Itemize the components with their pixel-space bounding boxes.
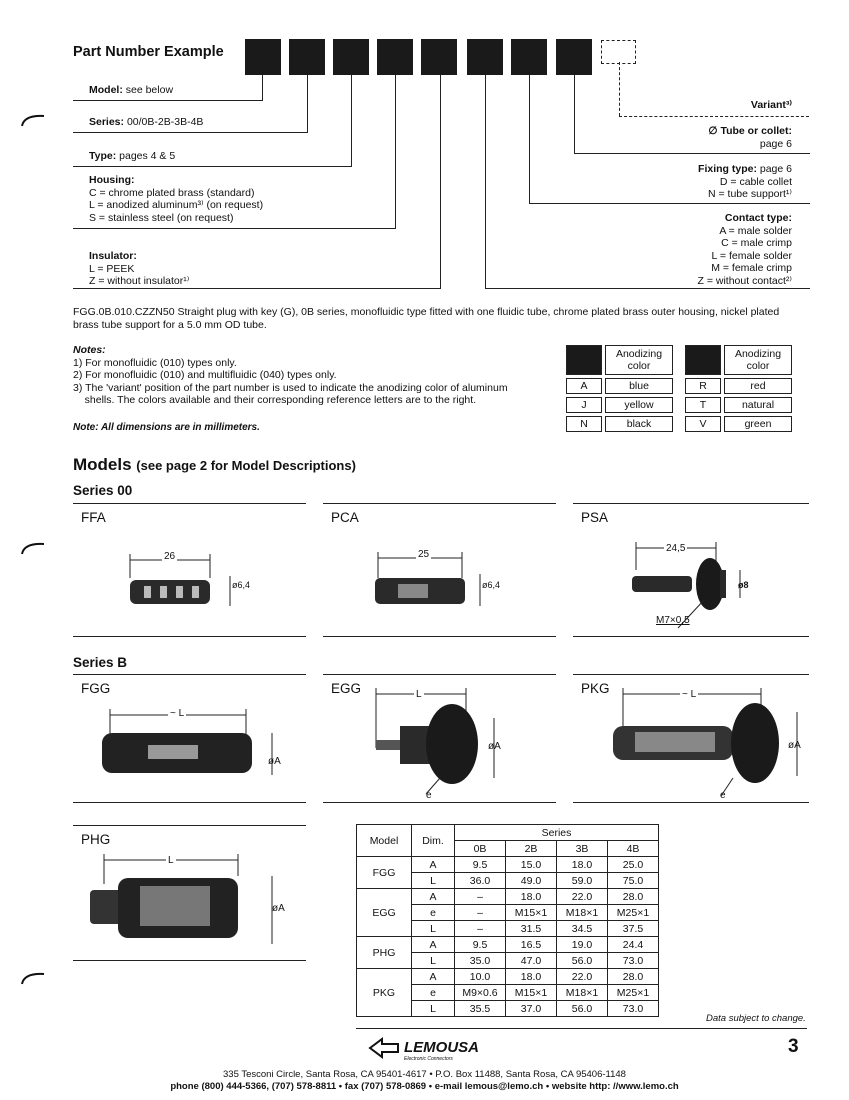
note-item: shells. The colors available and their corresponding reference letters are to the right.	[73, 394, 477, 406]
value-cell: 19.0	[557, 937, 608, 953]
note-item: 1) For monofluidic (010) types only.	[73, 356, 237, 369]
value-cell: 18.0	[557, 857, 608, 873]
fgg-drawing	[100, 705, 290, 795]
lemo-usa-logo	[368, 1035, 518, 1061]
model-pkg: PKG	[581, 681, 610, 696]
pca-diameter: ø6,4	[482, 580, 501, 590]
code-block	[511, 39, 547, 75]
fgg-diameter: øA	[268, 756, 281, 767]
notes	[73, 344, 553, 407]
housing-label: Housing: C = chrome plated brass (standard) L = anodized aluminum³⁾ (on request) S = stainless steel (on request)	[89, 174, 264, 224]
pkg-diameter: øA	[788, 740, 801, 751]
code-cell: V	[685, 416, 721, 432]
dimensions-note: Note: All dimensions are in millimeters.	[73, 422, 260, 433]
dimensions-table	[356, 824, 659, 1017]
margin-mark	[20, 112, 46, 128]
models-heading: Models (see page 2 for Model Descriptions)	[73, 455, 356, 474]
dim-cell: A	[412, 889, 455, 905]
notes-title: Notes:	[73, 344, 106, 356]
phg-length: L	[168, 855, 174, 866]
page-number: 3	[788, 1036, 799, 1057]
code-block	[377, 39, 413, 75]
part-number-title: Part Number Example	[73, 44, 224, 60]
value-cell: –	[455, 905, 506, 921]
value-cell: 9.5	[455, 937, 506, 953]
color-cell: green	[724, 416, 792, 432]
value-cell: 31.5	[506, 921, 557, 937]
code-block	[289, 39, 325, 75]
footer-address: 335 Tesconi Circle, Santa Rosa, CA 95401-4617 • P.O. Box 11488, Santa Rosa, CA 95406-1148	[223, 1069, 626, 1080]
contact-label: Contact type: A = male solder C = male crimp L = female solder M = female crimp Z = without contact²⁾	[697, 212, 792, 287]
code-block	[467, 39, 503, 75]
model-fgg: FGG	[81, 681, 111, 696]
egg-length: L	[416, 689, 422, 700]
model-label: Model: see below	[89, 84, 174, 96]
anodizing-table-right	[682, 342, 795, 435]
pca-length: 25	[418, 549, 430, 560]
ffa-diameter: ø6,4	[232, 580, 251, 590]
variant-label: Variant³⁾	[750, 99, 792, 111]
value-cell: 56.0	[557, 953, 608, 969]
value-cell: M18×1	[557, 985, 608, 1001]
value-cell: 28.0	[608, 889, 659, 905]
anodizing-header: Anodizing color	[605, 345, 673, 375]
header-col: 0B	[455, 841, 506, 857]
header-col: 3B	[557, 841, 608, 857]
anodizing-header: Anodizing color	[724, 345, 792, 375]
color-swatch	[685, 345, 721, 375]
value-cell: M15×1	[506, 905, 557, 921]
note-item: 3) The 'variant' position of the part number is used to indicate the anodizing color of aluminum	[73, 381, 508, 394]
code-block	[421, 39, 457, 75]
value-cell: 73.0	[608, 953, 659, 969]
value-cell: 18.0	[506, 889, 557, 905]
dim-cell: A	[412, 937, 455, 953]
value-cell: 25.0	[608, 857, 659, 873]
value-cell: M18×1	[557, 905, 608, 921]
model-cell: PHG	[357, 937, 412, 969]
fixing-label: Fixing type: page 6 D = cable collet N = tube support¹⁾	[698, 163, 792, 200]
header-series: Series	[455, 825, 659, 841]
value-cell: –	[455, 889, 506, 905]
code-block	[556, 39, 592, 75]
model-cell: PKG	[357, 969, 412, 1017]
footer-contact: phone (800) 444-5366, (707) 578-8811 • fax (707) 578-0869 • e-mail lemous@lemo.ch • website http: //www.lemo.ch	[170, 1081, 679, 1092]
dim-cell: A	[412, 969, 455, 985]
model-psa: PSA	[581, 510, 609, 525]
value-cell: 73.0	[608, 1001, 659, 1017]
model-pca: PCA	[331, 510, 359, 525]
header-col: 2B	[506, 841, 557, 857]
dim-cell: e	[412, 985, 455, 1001]
value-cell: 35.5	[455, 1001, 506, 1017]
table-row	[357, 937, 659, 953]
value-cell: 37.0	[506, 1001, 557, 1017]
value-cell: 9.5	[455, 857, 506, 873]
dim-cell: L	[412, 953, 455, 969]
model-egg: EGG	[331, 681, 362, 696]
series-b-heading: Series B	[73, 655, 128, 670]
series-label: Series: 00/0B-2B-3B-4B	[89, 116, 204, 128]
tube-label: ∅ Tube or collet: page 6	[708, 125, 792, 150]
color-cell: natural	[724, 397, 792, 413]
value-cell: 47.0	[506, 953, 557, 969]
value-cell: 22.0	[557, 889, 608, 905]
color-cell: blue	[605, 378, 673, 394]
value-cell: M9×0.6	[455, 985, 506, 1001]
value-cell: 34.5	[557, 921, 608, 937]
header-dim: Dim.	[412, 825, 455, 857]
code-block	[333, 39, 369, 75]
dim-cell: L	[412, 921, 455, 937]
color-cell: yellow	[605, 397, 673, 413]
color-swatch	[566, 345, 602, 375]
value-cell: –	[455, 921, 506, 937]
svg-text:LEMOUSA: LEMOUSA	[404, 1039, 479, 1056]
dim-cell: L	[412, 873, 455, 889]
code-cell: T	[685, 397, 721, 413]
value-cell: 28.0	[608, 969, 659, 985]
value-cell: 15.0	[506, 857, 557, 873]
pkg-length: ~ L	[682, 689, 697, 700]
value-cell: M25×1	[608, 985, 659, 1001]
psa-diameter: ø8	[738, 580, 749, 590]
table-row	[357, 857, 659, 873]
model-ffa: FFA	[81, 510, 106, 525]
model-cell: FGG	[357, 857, 412, 889]
code-cell: R	[685, 378, 721, 394]
margin-mark	[20, 540, 46, 556]
table-row	[357, 889, 659, 905]
svg-text:Electronic Connectors: Electronic Connectors	[404, 1056, 453, 1061]
code-cell: N	[566, 416, 602, 432]
header-col: 4B	[608, 841, 659, 857]
model-phg: PHG	[81, 832, 111, 847]
insulator-label: Insulator: L = PEEK Z = without insulator¹⁾	[89, 250, 190, 287]
fgg-length: ~ L	[170, 708, 185, 719]
value-cell: 24.4	[608, 937, 659, 953]
model-cell: EGG	[357, 889, 412, 937]
anodizing-table-left	[563, 342, 676, 435]
egg-diameter: øA	[488, 741, 501, 752]
example-description: FGG.0B.010.CZZN50 Straight plug with key (G), 0B series, monofluidic type fitted with one fluidic tube, chrome plated brass outer housing, nickel plated brass tube support for a 5.0 mm OD tube.	[73, 306, 780, 331]
header-model: Model	[357, 825, 412, 857]
pkg-e: e	[720, 790, 726, 801]
color-cell: black	[605, 416, 673, 432]
code-cell: J	[566, 397, 602, 413]
note-item: 2) For monofluidic (010) and multifluidic (040) types only.	[73, 369, 337, 381]
psa-thread: M7×0,5	[656, 615, 690, 626]
type-label: Type: pages 4 & 5	[89, 150, 176, 162]
value-cell: 10.0	[455, 969, 506, 985]
dim-cell: e	[412, 905, 455, 921]
value-cell: 59.0	[557, 873, 608, 889]
variant-block	[601, 40, 636, 64]
phg-diameter: øA	[272, 903, 285, 914]
value-cell: M15×1	[506, 985, 557, 1001]
value-cell: 37.5	[608, 921, 659, 937]
value-cell: 75.0	[608, 873, 659, 889]
value-cell: 18.0	[506, 969, 557, 985]
margin-mark	[20, 970, 46, 986]
code-block	[245, 39, 281, 75]
value-cell: M25×1	[608, 905, 659, 921]
value-cell: 56.0	[557, 1001, 608, 1017]
table-row	[357, 969, 659, 985]
psa-length: 24,5	[666, 543, 686, 554]
code-cell: A	[566, 378, 602, 394]
data-subject-note: Data subject to change.	[706, 1013, 806, 1024]
series-00-heading: Series 00	[73, 483, 133, 498]
value-cell: 35.0	[455, 953, 506, 969]
ffa-length: 26	[164, 551, 176, 562]
phg-drawing	[88, 852, 298, 952]
pkg-drawing	[605, 686, 805, 796]
egg-e: e	[426, 790, 432, 801]
value-cell: 36.0	[455, 873, 506, 889]
value-cell: 49.0	[506, 873, 557, 889]
ffa-drawing	[120, 548, 240, 608]
dim-cell: L	[412, 1001, 455, 1017]
color-cell: red	[724, 378, 792, 394]
dim-cell: A	[412, 857, 455, 873]
value-cell: 22.0	[557, 969, 608, 985]
value-cell: 16.5	[506, 937, 557, 953]
